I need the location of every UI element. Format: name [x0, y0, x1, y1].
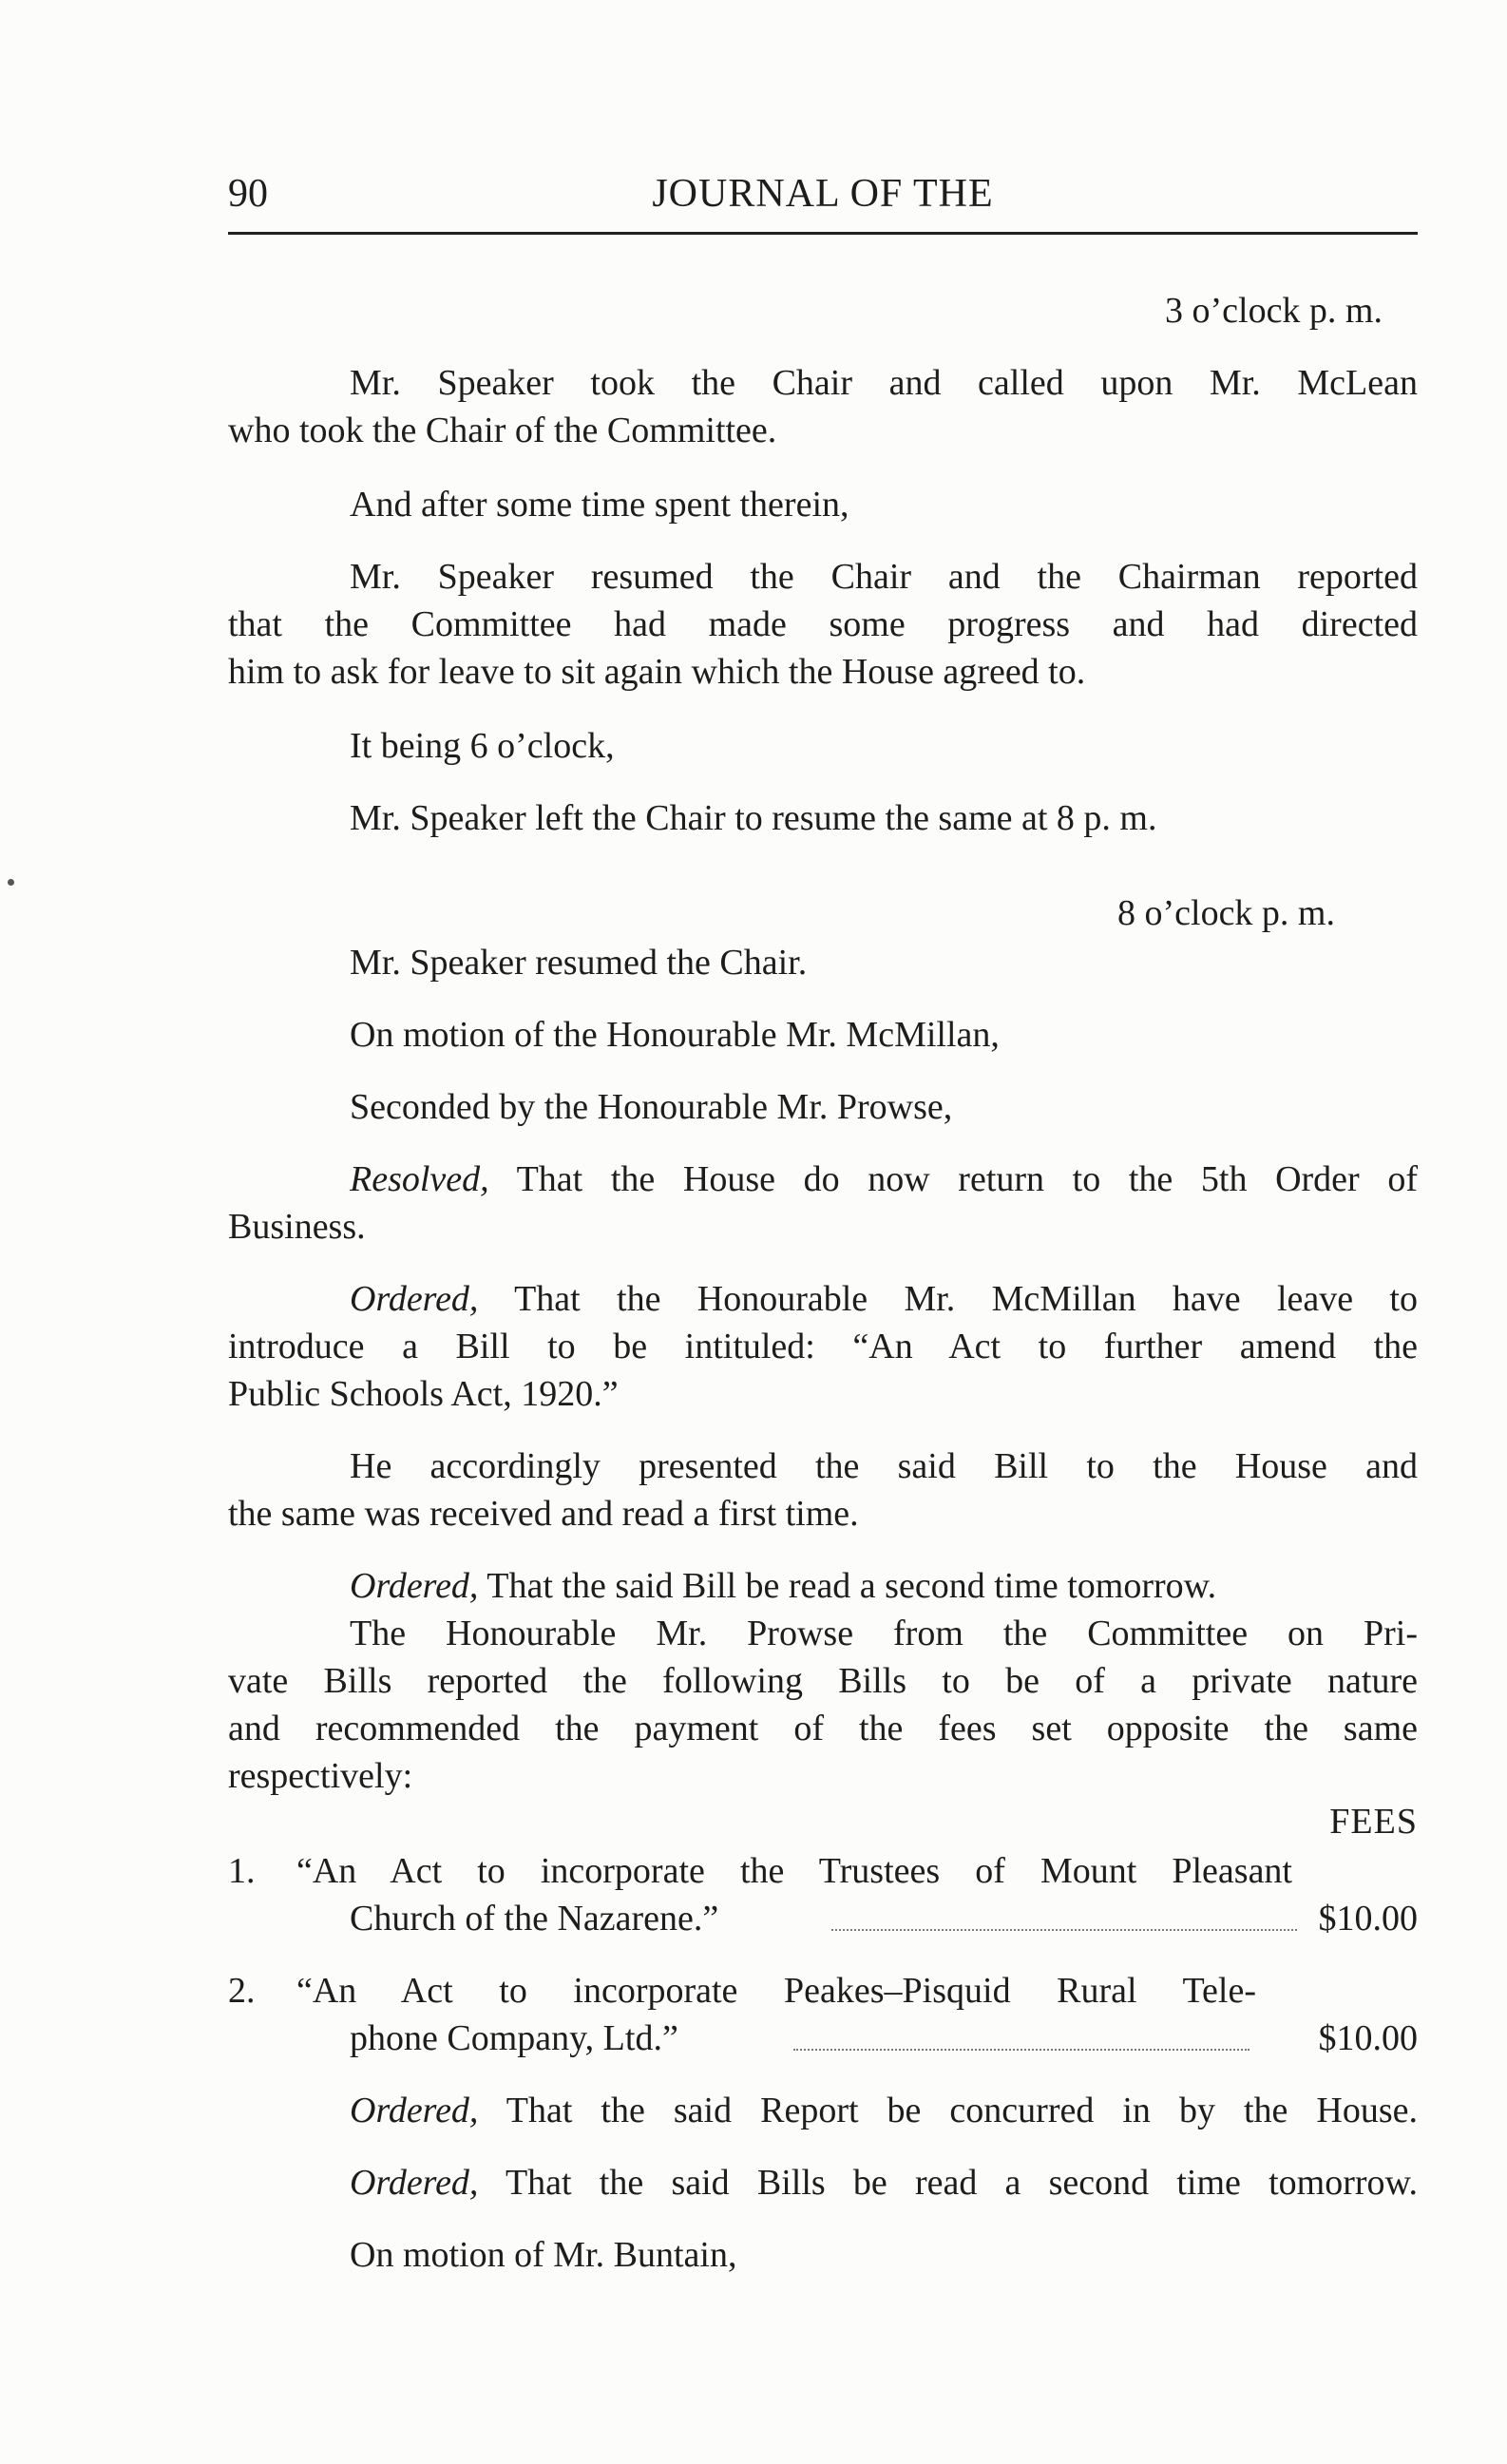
paragraph-line: Ordered, That the Honourable Mr. McMillan have leave to — [350, 1279, 1418, 1319]
ordered-label: Ordered, — [350, 1566, 479, 1606]
paragraph-line: introduce a Bill to be intituled: “An Act to further amend the — [228, 1327, 1418, 1366]
paragraph-line: Resolved, That the House do now return to the 5th Order of — [350, 1159, 1418, 1199]
paragraph-line: Mr. Speaker took the Chair and called upon Mr. McLean — [350, 363, 1418, 403]
paragraph-line: vate Bills reported the following Bills to be of a private nature — [228, 1661, 1418, 1701]
bill-number: 2. — [228, 1971, 256, 2011]
ordered-label: Ordered, — [350, 2091, 479, 2130]
fees-column-header: FEES — [1329, 1802, 1418, 1842]
paragraph-line: The Honourable Mr. Prowse from the Committee on Pri- — [350, 1614, 1418, 1653]
paragraph-line: Public Schools Act, 1920.” — [228, 1374, 619, 1414]
paragraph-line: Ordered, That the said Report be concurred in by the House. — [350, 2091, 1418, 2130]
paragraph-line: Business. — [228, 1207, 366, 1247]
ordered-label: Ordered, — [350, 2163, 479, 2203]
bill-title-line: phone Company, Ltd.” — [350, 2018, 678, 2058]
resolved-label: Resolved, — [350, 1159, 489, 1199]
paragraph-line: On motion of the Honourable Mr. McMillan, — [350, 1015, 1000, 1055]
paragraph-line: Mr. Speaker resumed the Chair. — [350, 943, 808, 983]
bill-title-line: “An Act to incorporate the Trustees of Mount Pleasant — [296, 1851, 1292, 1891]
paragraph-line: It being 6 o’clock, — [350, 726, 615, 766]
bill-title-line: “An Act to incorporate Peakes–Pisquid Rural Tele- — [296, 1971, 1256, 2011]
paragraph-line: that the Committee had made some progress and had directed — [228, 604, 1418, 644]
paragraph-line: respectively: — [228, 1756, 413, 1796]
dot-leader — [831, 1929, 1297, 1931]
paragraph-line: Ordered, That the said Bills be read a second time tomorrow. — [350, 2163, 1418, 2203]
margin-speck — [8, 879, 14, 886]
paragraph-line: Seconded by the Honourable Mr. Prowse, — [350, 1087, 953, 1127]
paragraph-line: On motion of Mr. Buntain, — [350, 2235, 737, 2275]
paragraph-line: Mr. Speaker resumed the Chair and the Chairman reported — [350, 557, 1418, 597]
paragraph-line: the same was received and read a first time. — [228, 1494, 859, 1534]
time-heading-3pm: 3 o’clock p. m. — [1164, 291, 1383, 331]
paragraph-line: and recommended the payment of the fees set opposite the same — [228, 1709, 1418, 1748]
bill-fee: $10.00 — [1318, 2018, 1418, 2058]
paragraph-line: him to ask for leave to sit again which the House agreed to. — [228, 652, 1086, 692]
time-heading-8pm: 8 o’clock p. m. — [1116, 893, 1335, 933]
paragraph-line: who took the Chair of the Committee. — [228, 411, 777, 450]
bill-title-line: Church of the Nazarene.” — [350, 1899, 719, 1939]
dot-leader — [793, 2049, 1249, 2051]
page-number: 90 — [228, 172, 268, 216]
paragraph-line: And after some time spent therein, — [350, 485, 849, 525]
bill-fee: $10.00 — [1318, 1899, 1418, 1939]
bill-number: 1. — [228, 1851, 256, 1891]
ordered-label: Ordered, — [350, 1279, 479, 1319]
paragraph-line: He accordingly presented the said Bill to the House and — [350, 1446, 1418, 1486]
page-header — [228, 171, 1418, 235]
paragraph-line: Mr. Speaker left the Chair to resume the same at 8 p. m. — [350, 798, 1157, 838]
paragraph-line: Ordered, That the said Bill be read a second time tomorrow. — [350, 1566, 1217, 1606]
running-title: JOURNAL OF THE — [652, 172, 994, 216]
